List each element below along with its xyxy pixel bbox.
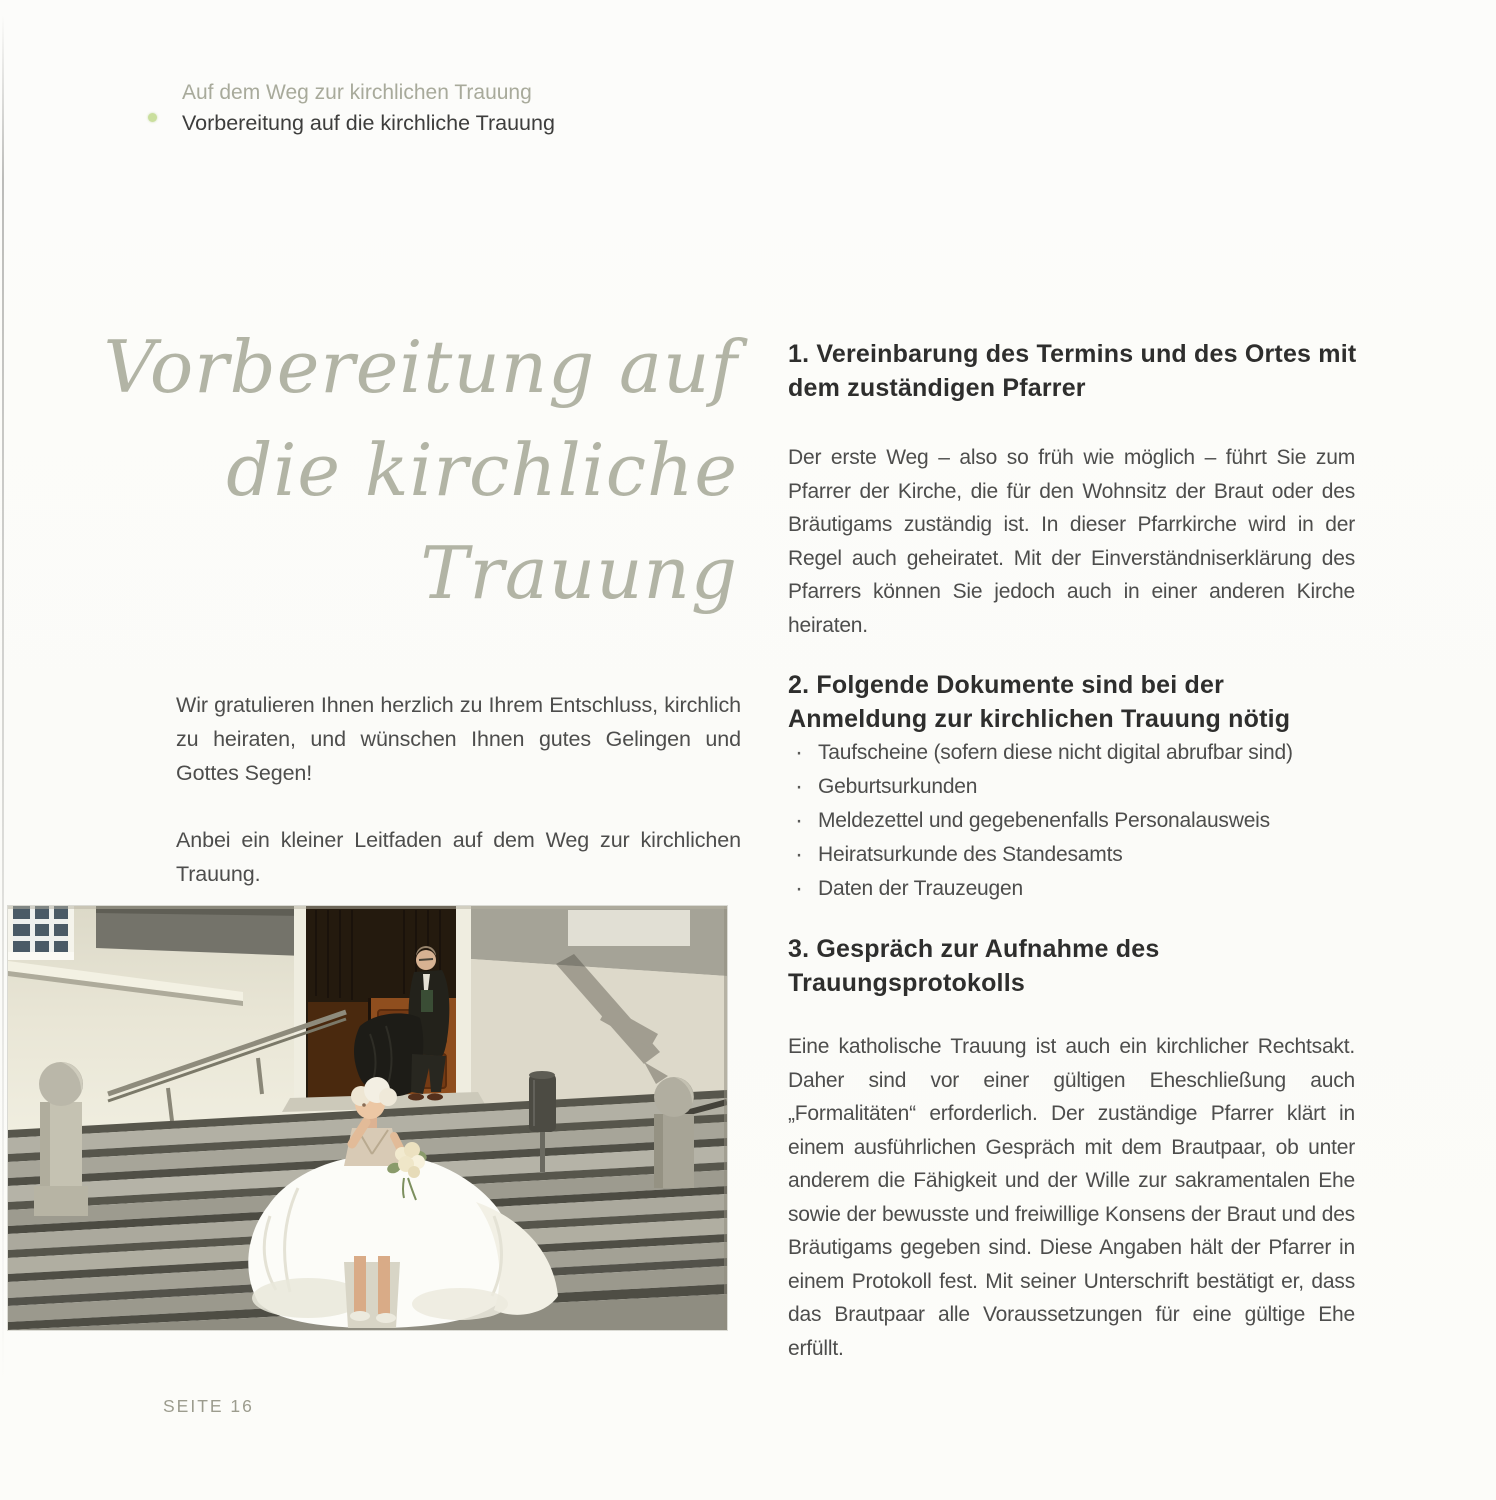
section-1-body: Der erste Weg – also so früh wie möglich – führt Sie zum Pfarrer der Kirche, die für den Wohnsitz der Braut oder des Bräutigams zuständig ist. In dieser Pfarrkirche wird in der Regel auch geheiratet. Mit der Einverständniserklärung des Pfarrers können Sie jedoch auch in einer anderen Kirche heiraten. <box>788 446 1355 637</box>
list-item: · Heiratsurkunde des Standesamts <box>788 838 1355 872</box>
page-title <box>86 316 738 625</box>
breadcrumb-page-title: Vorbereitung auf die kirchliche Trauung <box>182 111 555 135</box>
intro-paragraph-2: Anbei ein kleiner Leitfaden auf dem Weg zur kirchlichen Trauung. <box>176 828 741 886</box>
intro-paragraph-1: Wir gratulieren Ihnen herzlich zu Ihrem Entschluss, kirchlich zu heiraten, und wünschen Ihnen gutes Gelingen und Gottes Segen! <box>176 693 741 785</box>
photo-stone-knob-left <box>34 1062 88 1216</box>
list-item: · Taufscheine (sofern diese nicht digital abrufbar sind) <box>788 736 1355 770</box>
document-list <box>788 736 1355 906</box>
section-3-body: Eine katholische Trauung ist auch ein kirchlicher Rechtsakt. Daher sind vor einer gültigen Eheschließung auch „Formalitäten“ erforderlich. Der zuständige Pfarrer klärt in einem ausführlichen Gespräch mit dem Brautpaar, ob unter anderem die Fähigkeit und der Wille zur sakramentalen Ehe sowie der bewusste und freiwillige Konsens der Braut und des Bräutigams gegeben sind. Diese Angaben hält der Pfarrer in einem Protokoll fest. Mit seiner Unterschrift bestätigt er, dass das Brautpaar alle Voraussetzungen für eine gültige Ehe erfüllt. <box>788 1035 1355 1360</box>
breadcrumb-chapter: Auf dem Weg zur kirchlichen Trauung <box>182 81 532 104</box>
section-1-heading: 1. Vereinbarung des Termins und des Ortes mit dem zuständigen Pfarrer <box>788 340 1357 402</box>
wedding-photo <box>8 906 727 1330</box>
page-title-line-2: die kirchliche <box>226 428 738 512</box>
list-item: · Daten der Trauzeugen <box>788 872 1355 906</box>
right-column <box>788 337 1355 1365</box>
section-2-heading: 2. Folgende Dokumente sind bei der Anmeldung zur kirchlichen Trauung nötig <box>788 671 1291 733</box>
scan-edge-artifact <box>2 0 4 1500</box>
page-title-line-1: Vorbereitung auf <box>103 325 738 409</box>
page-title-line-3: Trauung <box>420 531 738 615</box>
breadcrumb <box>182 78 555 138</box>
green-dot-bullet <box>148 113 157 122</box>
section-3-heading: 3. Gespräch zur Aufnahme des Trauungsprotokolls <box>788 935 1160 997</box>
list-item: · Geburtsurkunden <box>788 770 1355 804</box>
list-item: · Meldezettel und gegebenenfalls Personalausweis <box>788 804 1355 838</box>
intro-text <box>176 688 741 891</box>
page-number: SEITE 16 <box>163 1396 254 1416</box>
